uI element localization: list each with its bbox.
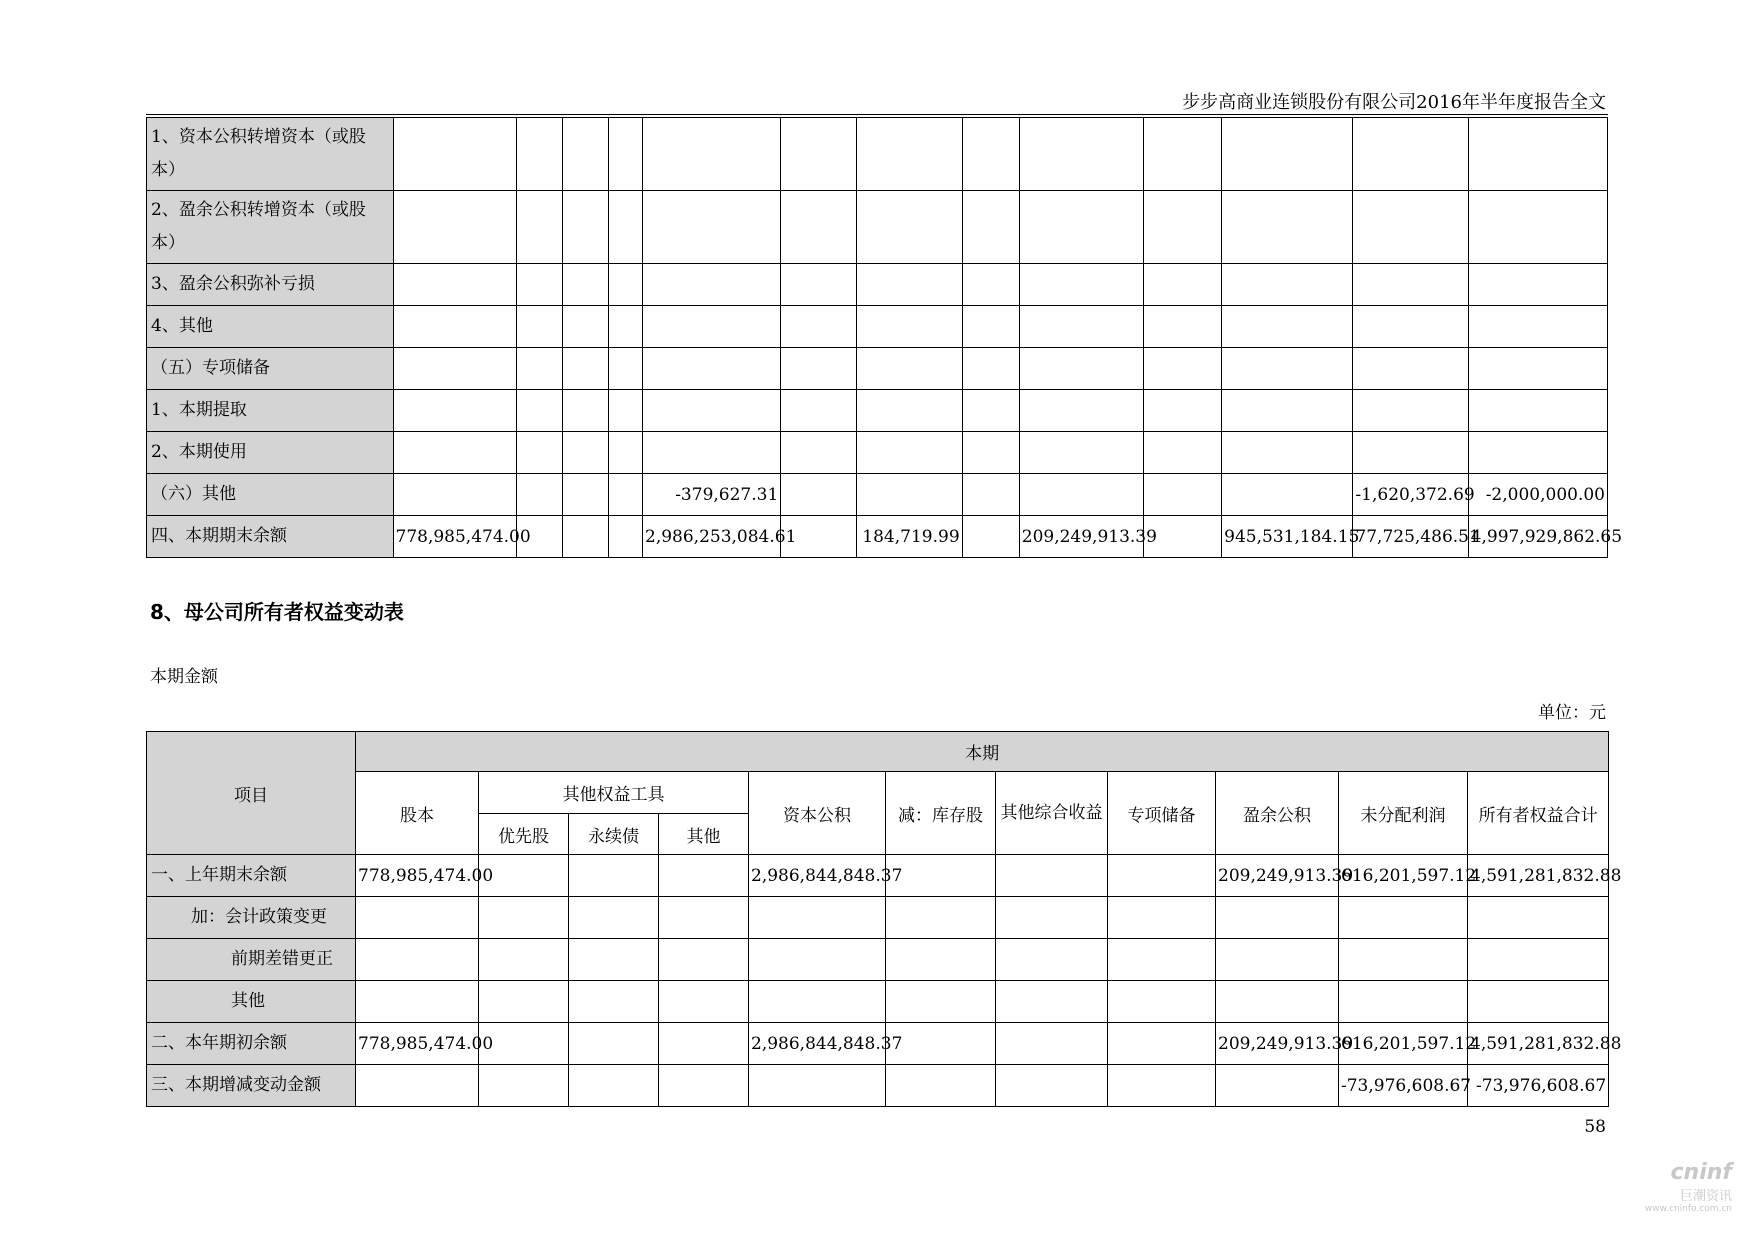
table-cell: 4,591,281,832.88: [1468, 855, 1609, 897]
table-cell: [1144, 474, 1222, 516]
row-label: 2、本期使用: [147, 432, 394, 474]
table-cell: -73,976,608.67: [1468, 1065, 1609, 1107]
table-cell: [1468, 264, 1607, 306]
table-cell: [562, 516, 608, 558]
table-cell: [857, 474, 962, 516]
table-cell: [781, 191, 857, 264]
table-cell: [356, 1065, 479, 1107]
equity-change-table-continued: [146, 117, 1623, 558]
table-cell: [996, 939, 1108, 981]
table-cell: [479, 897, 569, 939]
header-preferred-stock: 优先股: [479, 814, 569, 855]
table-cell: [1019, 264, 1143, 306]
table-cell: 616,201,597.12: [1339, 855, 1468, 897]
table-cell: [659, 897, 749, 939]
table-cell: [643, 432, 781, 474]
table-cell: [886, 1023, 996, 1065]
table-cell: [962, 432, 1019, 474]
table-cell: [1144, 432, 1222, 474]
table-cell: [608, 306, 642, 348]
table-cell: [857, 118, 962, 191]
table-cell: [1222, 474, 1353, 516]
table-cell: [659, 1065, 749, 1107]
table-cell: [857, 348, 962, 390]
header-surplus-reserve: 盈余公积: [1216, 772, 1339, 855]
row-label: 四、本期期末余额: [147, 516, 394, 558]
period-subtitle: 本期金额: [150, 667, 218, 687]
header-other-equity-instruments: 其他权益工具: [479, 772, 749, 814]
row-label: 三、本期增减变动金额: [147, 1065, 356, 1107]
table-cell: [1468, 118, 1607, 191]
table-cell: [393, 264, 516, 306]
table-cell: [749, 939, 886, 981]
table-cell: [1108, 939, 1216, 981]
table-cell: [886, 855, 996, 897]
table-row: [147, 306, 1608, 348]
table-cell: [643, 390, 781, 432]
table-cell: [1222, 348, 1353, 390]
table-cell: [1339, 897, 1468, 939]
table-cell: [562, 432, 608, 474]
table-cell: [962, 118, 1019, 191]
table-cell: [996, 981, 1108, 1023]
table-row: [147, 432, 1608, 474]
report-title: 步步高商业连锁股份有限公司2016年半年度报告全文: [1182, 92, 1606, 113]
table-cell: 945,531,184.15: [1222, 516, 1353, 558]
table-cell: [1019, 474, 1143, 516]
table-cell: -73,976,608.67: [1339, 1065, 1468, 1107]
table-cell: [393, 474, 516, 516]
table-cell: [1353, 390, 1468, 432]
table-cell: [516, 474, 562, 516]
table-cell: [1353, 118, 1468, 191]
header-period: 本期: [356, 732, 1609, 772]
table-cell: -1,620,372.69: [1353, 474, 1468, 516]
table-cell: [562, 306, 608, 348]
row-label: 4、其他: [147, 306, 394, 348]
table-cell: [1144, 118, 1222, 191]
unit-label: 单位：元: [1538, 703, 1606, 723]
table-cell: [608, 191, 642, 264]
table-cell: 4,591,281,832.88: [1468, 1023, 1609, 1065]
table-cell: [996, 1065, 1108, 1107]
table-cell: [659, 1023, 749, 1065]
row-label: 3、盈余公积弥补亏损: [147, 264, 394, 306]
table-cell: [781, 474, 857, 516]
table-cell: [1144, 348, 1222, 390]
table-cell: [1108, 1023, 1216, 1065]
table-cell: [1468, 390, 1607, 432]
table-cell: [659, 939, 749, 981]
table-cell: [962, 390, 1019, 432]
table-cell: [562, 348, 608, 390]
table-cell: [356, 939, 479, 981]
table-cell: [1468, 432, 1607, 474]
table-cell: [356, 897, 479, 939]
table-cell: [1144, 191, 1222, 264]
header-share-capital: 股本: [356, 772, 479, 855]
table-cell: [962, 306, 1019, 348]
parent-equity-change-table: [146, 731, 1622, 1107]
table-cell: [1222, 264, 1353, 306]
table-cell: [393, 306, 516, 348]
table-cell: [393, 348, 516, 390]
table-cell: [516, 390, 562, 432]
table-cell: [1019, 118, 1143, 191]
table-cell: [1222, 432, 1353, 474]
table-cell: [569, 939, 659, 981]
table-cell: [643, 306, 781, 348]
table-cell: [1353, 306, 1468, 348]
table-cell: [1144, 306, 1222, 348]
table-row: [147, 474, 1608, 516]
table-cell: [1468, 939, 1609, 981]
table-cell: [857, 191, 962, 264]
row-label: 一、上年期末余额: [147, 855, 356, 897]
header-other: 其他: [659, 814, 749, 855]
table-cell: [1353, 432, 1468, 474]
table-cell: [1144, 264, 1222, 306]
table-cell: [857, 390, 962, 432]
table-cell: -2,000,000.00: [1468, 474, 1607, 516]
table-cell: [1339, 981, 1468, 1023]
table-cell: [562, 191, 608, 264]
table-cell: [1108, 1065, 1216, 1107]
table-cell: [569, 1023, 659, 1065]
table-cell: 209,249,913.39: [1216, 1023, 1339, 1065]
table-cell: [1353, 191, 1468, 264]
table-cell: [479, 939, 569, 981]
table-cell: 778,985,474.00: [356, 1023, 479, 1065]
table-cell: [996, 855, 1108, 897]
table-cell: [516, 118, 562, 191]
table-cell: [996, 897, 1108, 939]
cninf-watermark: [1612, 1160, 1732, 1230]
table-cell: [1216, 981, 1339, 1023]
table-row: [147, 981, 1609, 1023]
table-cell: 778,985,474.00: [356, 855, 479, 897]
row-label: 1、资本公积转增资本（或股本）: [147, 118, 394, 191]
table-cell: 209,249,913.39: [1216, 855, 1339, 897]
table-cell: [1339, 939, 1468, 981]
table-cell: [996, 1023, 1108, 1065]
table-row: [147, 1065, 1609, 1107]
table-cell: [886, 1065, 996, 1107]
table-cell: [393, 118, 516, 191]
table-cell: [1216, 1065, 1339, 1107]
table-cell: [1216, 897, 1339, 939]
table-cell: [886, 981, 996, 1023]
row-label: 前期差错更正: [147, 939, 356, 981]
row-label: （六）其他: [147, 474, 394, 516]
table-cell: [562, 118, 608, 191]
table-cell: 778,985,474.00: [393, 516, 516, 558]
table-cell: [781, 390, 857, 432]
table-row: [147, 1023, 1609, 1065]
table-cell: [608, 264, 642, 306]
table-cell: [393, 432, 516, 474]
page-header: [146, 86, 1608, 115]
table-cell: [569, 1065, 659, 1107]
table-cell: [659, 855, 749, 897]
table-cell: [608, 118, 642, 191]
table-cell: [749, 981, 886, 1023]
page-number: 58: [1584, 1117, 1606, 1137]
table-cell: [781, 306, 857, 348]
watermark-cn: 巨潮资讯: [1679, 1189, 1732, 1204]
table-cell: 2,986,844,848.37: [749, 855, 886, 897]
table-cell: [643, 348, 781, 390]
table-cell: [962, 191, 1019, 264]
row-label: 加：会计政策变更: [147, 897, 356, 939]
table-cell: [516, 348, 562, 390]
table-cell: [1222, 306, 1353, 348]
table-cell: -379,627.31: [643, 474, 781, 516]
table-row: [147, 939, 1609, 981]
table-cell: 77,725,486.51: [1353, 516, 1468, 558]
table-cell: [857, 432, 962, 474]
table-cell: [1019, 390, 1143, 432]
table-cell: [962, 348, 1019, 390]
header-oci: 其他综合收益: [996, 772, 1108, 855]
table-cell: 2,986,844,848.37: [749, 1023, 886, 1065]
watermark-brand: cninf: [1670, 1160, 1732, 1185]
table-cell: [781, 118, 857, 191]
row-label: 2、盈余公积转增资本（或股本）: [147, 191, 394, 264]
table-cell: [1108, 981, 1216, 1023]
table-cell: [886, 939, 996, 981]
table-cell: [1019, 306, 1143, 348]
table-cell: [608, 474, 642, 516]
table-row: [147, 390, 1608, 432]
table-cell: [516, 264, 562, 306]
table-cell: [1019, 432, 1143, 474]
row-label: 其他: [147, 981, 356, 1023]
table-row: [147, 516, 1608, 558]
table-cell: [608, 432, 642, 474]
table-cell: [608, 516, 642, 558]
table-cell: [516, 306, 562, 348]
table-cell: [643, 191, 781, 264]
header-special-reserve: 专项储备: [1108, 772, 1216, 855]
row-label: 1、本期提取: [147, 390, 394, 432]
table-row: [147, 264, 1608, 306]
table-cell: [1222, 390, 1353, 432]
table-cell: 4,997,929,862.65: [1468, 516, 1607, 558]
table-cell: [393, 191, 516, 264]
watermark-url: www.cninfo.com.cn: [1644, 1204, 1732, 1214]
table-cell: [1468, 306, 1607, 348]
table-row: [147, 191, 1608, 264]
table-cell: [569, 855, 659, 897]
table-row: [147, 855, 1609, 897]
table-cell: [1216, 939, 1339, 981]
table-cell: [1222, 118, 1353, 191]
table-cell: [643, 264, 781, 306]
section-title: 8、母公司所有者权益变动表: [150, 600, 404, 624]
table-cell: [1222, 191, 1353, 264]
header-capital-reserve: 资本公积: [749, 772, 886, 855]
table-cell: [569, 981, 659, 1023]
table-cell: [962, 264, 1019, 306]
table-cell: [479, 981, 569, 1023]
table-cell: [781, 348, 857, 390]
table-cell: [562, 474, 608, 516]
table-cell: [1468, 348, 1607, 390]
table-cell: [569, 897, 659, 939]
table-cell: [608, 348, 642, 390]
table-cell: 209,249,913.39: [1019, 516, 1143, 558]
table-cell: [1144, 390, 1222, 432]
table-cell: [857, 264, 962, 306]
table-cell: [1353, 348, 1468, 390]
table-cell: [608, 390, 642, 432]
header-perpetual-bond: 永续债: [569, 814, 659, 855]
table-cell: [479, 1065, 569, 1107]
table-cell: [643, 118, 781, 191]
header-undistributed-profit: 未分配利润: [1339, 772, 1468, 855]
table-cell: [781, 264, 857, 306]
table-cell: 184,719.99: [857, 516, 962, 558]
table-cell: [356, 981, 479, 1023]
table-cell: [1108, 855, 1216, 897]
table-cell: [659, 981, 749, 1023]
table-cell: [857, 306, 962, 348]
table-cell: [1019, 348, 1143, 390]
table-cell: [962, 516, 1019, 558]
table-cell: [516, 432, 562, 474]
table-cell: [1468, 897, 1609, 939]
table-cell: [562, 390, 608, 432]
header-treasury-stock: 减：库存股: [886, 772, 996, 855]
table-cell: [749, 1065, 886, 1107]
table-row: [147, 118, 1608, 191]
table-cell: [886, 897, 996, 939]
header-item: 项目: [147, 732, 356, 855]
table-cell: [1468, 981, 1609, 1023]
table-cell: 2,986,253,084.61: [643, 516, 781, 558]
table-row: [147, 897, 1609, 939]
table-cell: [1019, 191, 1143, 264]
header-total-equity: 所有者权益合计: [1468, 772, 1609, 855]
table-row: [147, 348, 1608, 390]
row-label: 二、本年期初余额: [147, 1023, 356, 1065]
table-cell: 616,201,597.12: [1339, 1023, 1468, 1065]
table-cell: [393, 390, 516, 432]
table-cell: [1468, 191, 1607, 264]
table-cell: [749, 897, 886, 939]
table-cell: [962, 474, 1019, 516]
table-cell: [562, 264, 608, 306]
table-cell: [1353, 264, 1468, 306]
table-cell: [516, 191, 562, 264]
table-cell: [1108, 897, 1216, 939]
row-label: （五）专项储备: [147, 348, 394, 390]
table-cell: [781, 432, 857, 474]
